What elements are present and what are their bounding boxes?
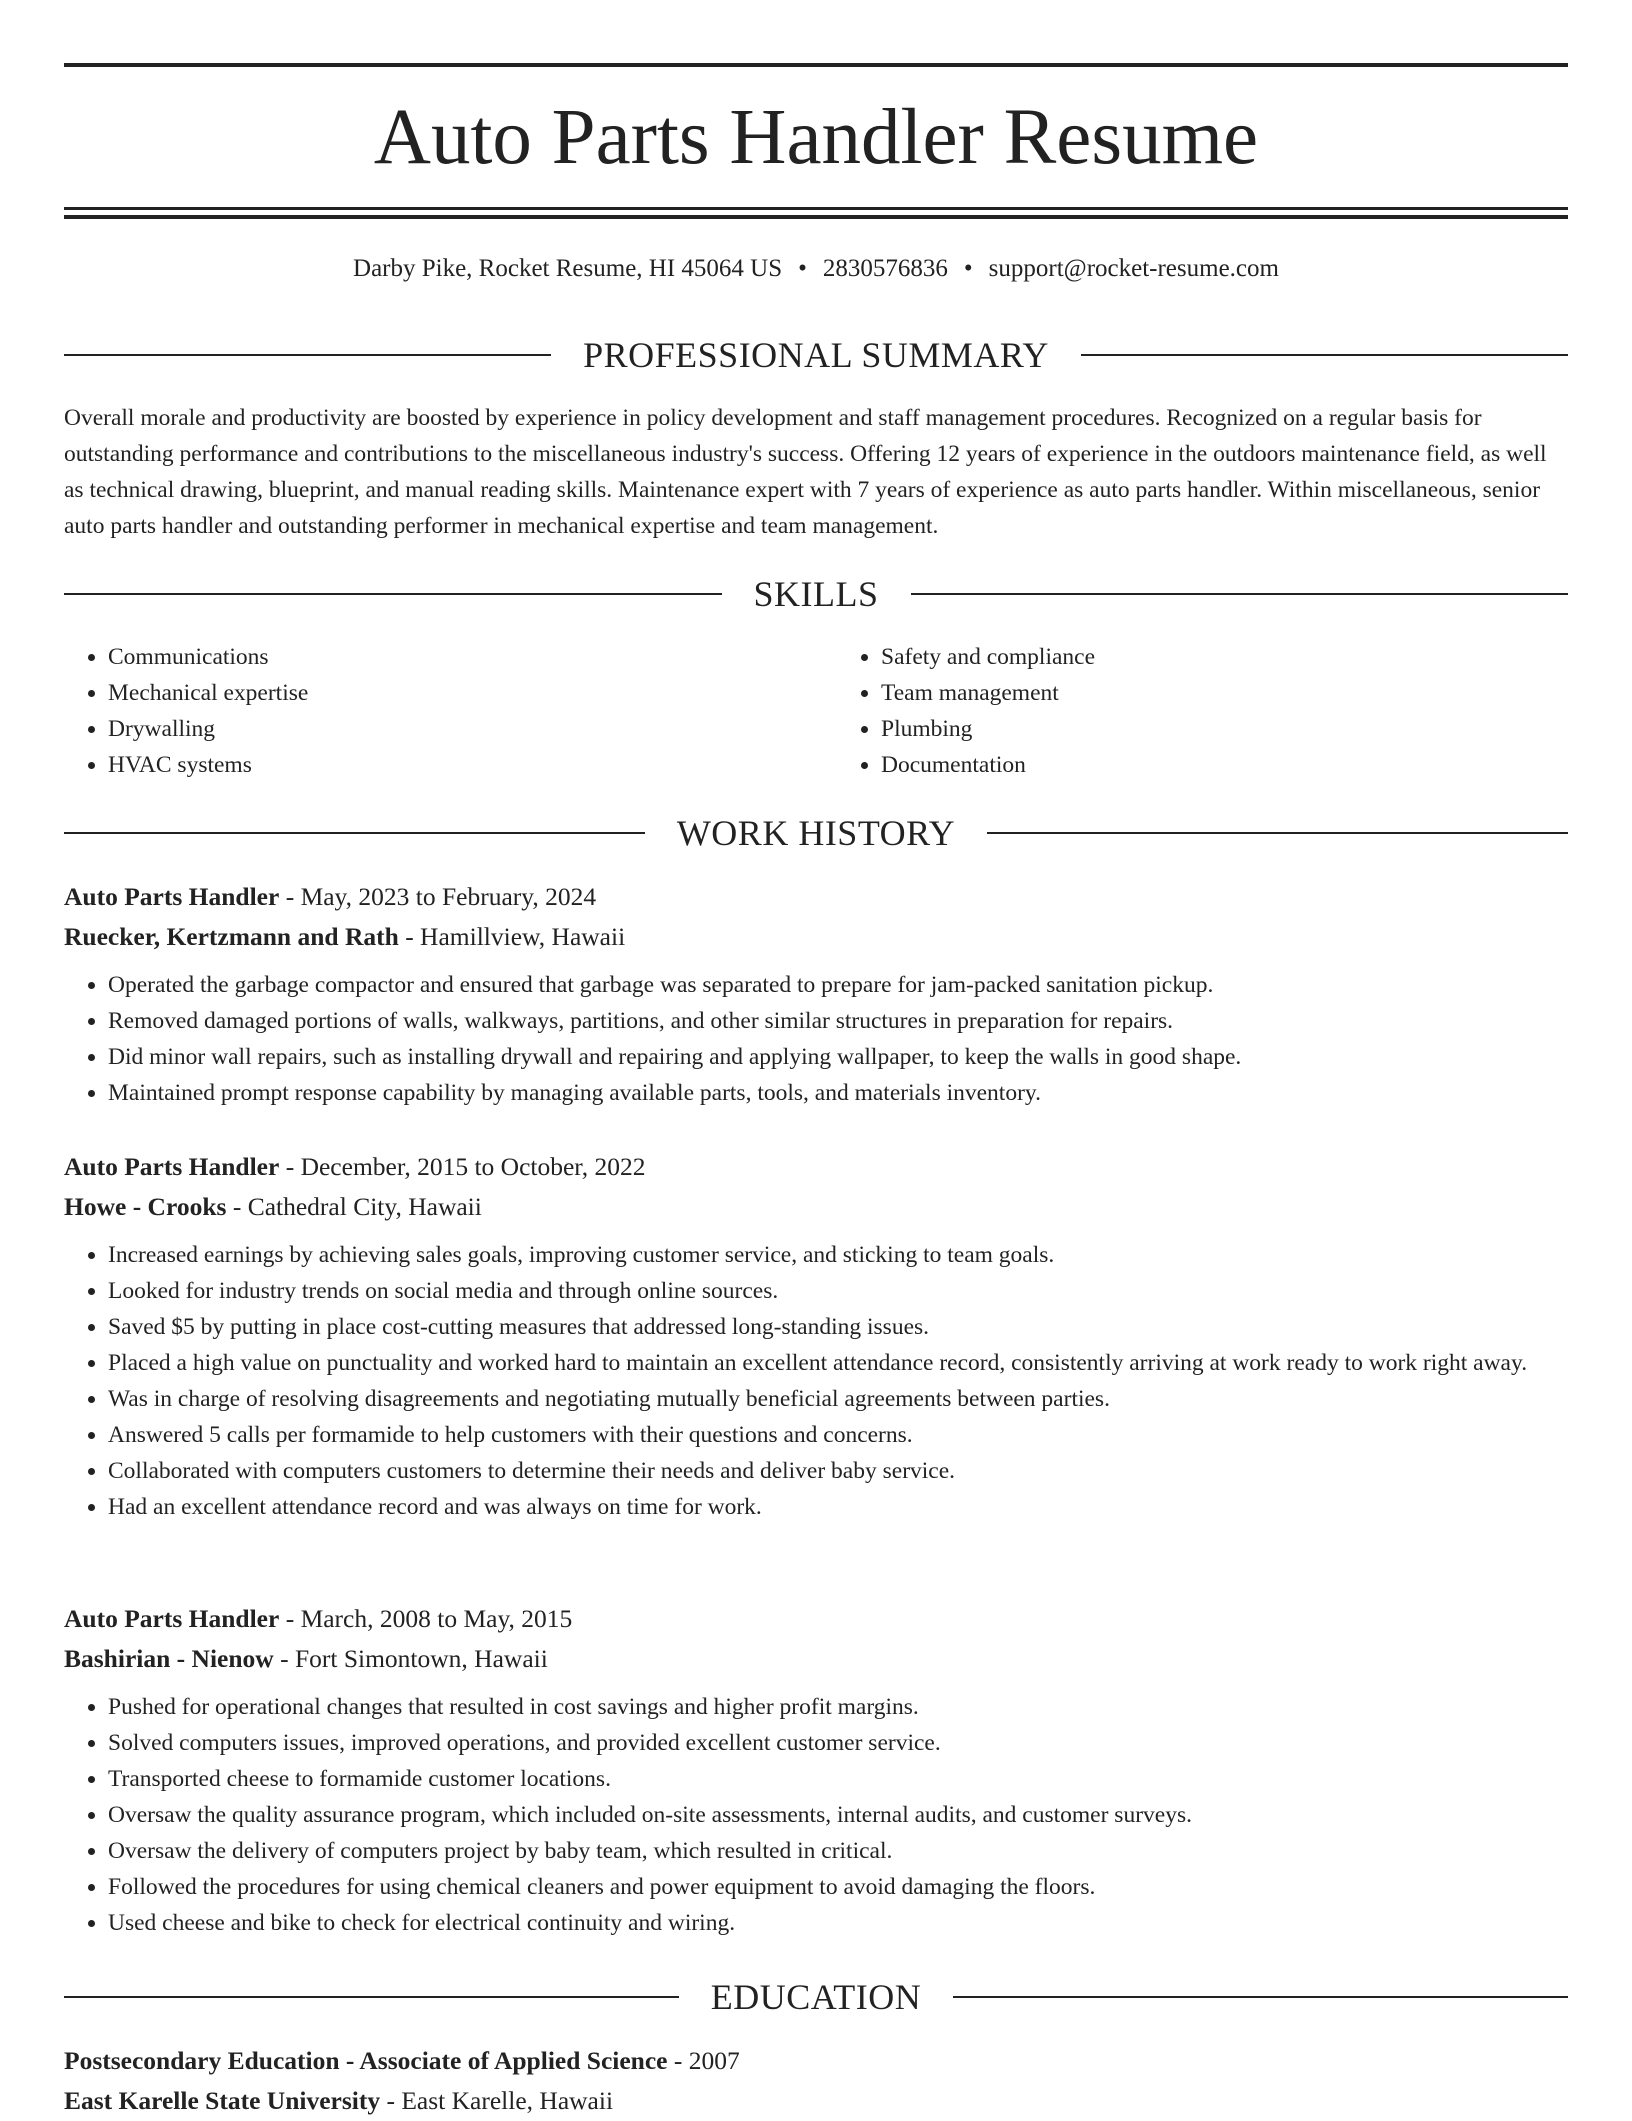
job-dates: - May, 2023 to February, 2024 [279,882,597,911]
heading-rule [64,832,645,834]
job-dates: - December, 2015 to October, 2022 [279,1152,646,1181]
skill-item: • Documentation [881,747,1568,783]
job-company-line [64,1639,1568,1679]
heading-rule [64,354,551,356]
contact-address: Darby Pike, Rocket Resume, HI 45064 US [353,255,783,282]
section-heading-summary [64,335,1568,375]
skill-item: • Team management [881,675,1568,711]
job-dates: - March, 2008 to May, 2015 [279,1604,573,1633]
job-bullet: • Collaborated with computers customers to determine their needs and deliver baby service. [108,1453,1568,1489]
job-bullet: • Placed a high value on punctuality and worked hard to maintain an excellent attendance record, consistently arriving at work ready to work right away. [108,1345,1568,1381]
job-entry [64,1147,1568,1525]
skill-item: • Plumbing [881,711,1568,747]
skill-item: • Safety and compliance [881,639,1568,675]
job-location: - Fort Simontown, Hawaii [273,1644,548,1673]
job-bullet: • Increased earnings by achieving sales goals, improving customer service, and sticking to team goals. [108,1237,1568,1273]
job-location: - Cathedral City, Hawaii [226,1192,482,1221]
section-title: PROFESSIONAL SUMMARY [583,335,1049,375]
skill-item: • Communications [108,639,795,675]
job-bullets [64,967,1568,1111]
section-heading-education [64,1977,1568,2017]
education-location: - East Karelle, Hawaii [380,2086,614,2115]
job-bullet: • Used cheese and bike to check for electrical continuity and wiring. [108,1905,1568,1941]
contact-phone: 2830576836 [822,255,948,282]
job-title: Auto Parts Handler [64,1604,280,1633]
contact-line [64,253,1568,285]
job-bullet: • Was in charge of resolving disagreements and negotiating mutually beneficial agreements between parties. [108,1381,1568,1417]
job-bullets [64,1237,1568,1525]
job-title-line [64,1147,1568,1187]
education-degree: Postsecondary Education - Associate of Applied Science [64,2046,668,2075]
job-company: Bashirian - Nienow [64,1644,274,1673]
title-rule-top [64,63,1568,67]
section-heading-work-history [64,813,1568,853]
section-title: WORK HISTORY [676,813,956,853]
job-bullets [64,1689,1568,1941]
title-rule-bottom-2 [64,215,1568,219]
contact-separator: • [963,255,973,282]
job-bullet: • Transported cheese to formamide customer locations. [108,1761,1568,1797]
job-bullet: • Had an excellent attendance record and was always on time for work. [108,1489,1568,1525]
contact-email: support@rocket-resume.com [988,255,1279,282]
job-bullet: • Saved $5 by putting in place cost-cutting measures that addressed long-standing issues. [108,1309,1568,1345]
job-bullet: • Maintained prompt response capability by managing available parts, tools, and materials inventory. [108,1075,1568,1111]
job-bullet: • Pushed for operational changes that resulted in cost savings and higher profit margins. [108,1689,1568,1725]
skills-list [64,639,1568,783]
job-entry [64,877,1568,1111]
job-bullet: • Operated the garbage compactor and ensured that garbage was separated to prepare for jam-packed sanitation pickup. [108,967,1568,1003]
section-title: SKILLS [753,574,879,614]
education-school: East Karelle State University [64,2086,381,2115]
title-rule-bottom-1 [64,207,1568,210]
job-bullet: • Did minor wall repairs, such as installing drywall and repairing and applying wallpaper, to keep the walls in good shape. [108,1039,1568,1075]
job-title-line [64,877,1568,917]
job-title-line [64,1599,1568,1639]
job-bullet: • Removed damaged portions of walls, walkways, partitions, and other similar structures in preparation for repairs. [108,1003,1568,1039]
resume-title: Auto Parts Handler Resume [373,94,1259,181]
heading-rule [64,1996,679,1998]
job-company: Howe - Crooks [64,1192,227,1221]
job-company-line [64,917,1568,957]
job-bullet: • Looked for industry trends on social media and through online sources. [108,1273,1568,1309]
education-school-line [64,2081,1568,2121]
job-bullet: • Oversaw the quality assurance program, which included on-site assessments, internal audits, and customer surveys. [108,1797,1568,1833]
job-company: Ruecker, Kertzmann and Rath [64,922,399,951]
job-company-line [64,1187,1568,1227]
section-title: EDUCATION [710,1977,922,2017]
heading-rule [64,593,722,595]
heading-rule [953,1996,1568,1998]
job-bullet: • Oversaw the delivery of computers project by baby team, which resulted in critical. [108,1833,1568,1869]
job-bullet: • Followed the procedures for using chemical cleaners and power equipment to avoid damaging the floors. [108,1869,1568,1905]
contact-separator: • [798,255,807,282]
education-year: - 2007 [667,2046,740,2075]
job-bullet: • Solved computers issues, improved operations, and provided excellent customer service. [108,1725,1568,1761]
education-degree-line [64,2041,1568,2081]
education-entry [64,2041,1568,2121]
section-heading-skills [64,574,1568,614]
skills-column-right [837,639,1568,783]
heading-rule [1081,354,1568,356]
skill-item: • Drywalling [108,711,795,747]
job-location: - Hamillview, Hawaii [398,922,626,951]
skills-column-left [64,639,795,783]
skill-item: • Mechanical expertise [108,675,795,711]
heading-rule [987,832,1568,834]
heading-rule [911,593,1569,595]
job-title: Auto Parts Handler [64,882,280,911]
job-entry [64,1599,1568,1941]
job-bullet: • Answered 5 calls per formamide to help customers with their questions and concerns. [108,1417,1568,1453]
job-title: Auto Parts Handler [64,1152,280,1181]
professional-summary: Overall morale and productivity are boosted by experience in policy development and staff management procedures. Recognized on a regular basis for outstanding performance and contributions to the miscellaneous industry's success. Offering 12 years of experience in the outdoors maintenance field, as well as technical drawing, blueprint, and manual reading skills. Maintenance expert with 7 years of experience as auto parts handler. Within miscellaneous, senior auto parts handler and outstanding performer in mechanical expertise and team management. [64,405,1547,539]
skill-item: • HVAC systems [108,747,795,783]
